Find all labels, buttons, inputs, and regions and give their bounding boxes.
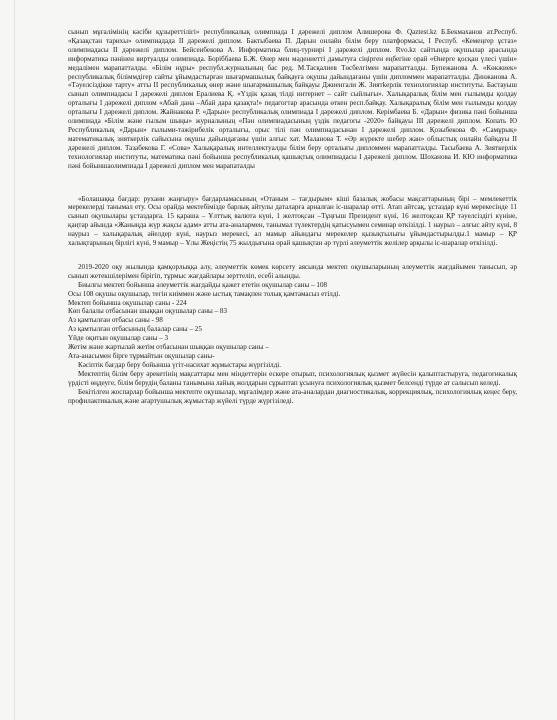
social-support-intro: 2019-2020 оқу жылында қамқорлыққа алу, әлеуметтік көмек көрсету аясында мектеп оқушыларының әлеуметтік жағдайымен танысып, әр сынып жетекшілерімен бірігіп, тұрмыс жағдайлары зерттеліп, есебі алынды. bbox=[68, 262, 517, 280]
scan-edge-shadow bbox=[14, 0, 15, 720]
awards-paragraph: сынып мұғалімінің кәсіби құзыреттілігі» республикалық олимпиада I дәрежелі диплом Алишерова Ф. Qaztest.kz Б.Бекмаханов ат.Респуб. «Қазақстан тарихы» олимпиадада II дәрежелі диплом. Бактыбаева П. Дарын онлайн білім беру платформасы, I Респуб. «Кемеңгер ұстаз» олимпиадасы II дәрежелі диплом. Бейсенбекова А. Информатика блиц-турнирі I дәрежелі диплом. Rvo.kz сайтында оқушылар арасында информатика пәнінен виртуалды олимпиада. Боріббаева Б.Ж. Өнер мен мәдениетті дамытуға сіңірген еңбегіне орай «Өнерге қосқан үлесі үшін» медалімен марапатталды. «Білім нұры» республ.журнальның бас ред. М.Тасқалиев Төсбелгімен марапатталды. Бупежанова А. «Көкжиек» республикалық біліммдігер сайты ұйымдастырған шығармашылық байқауға оқушы дайындағаны үшін дипломмен марапатталды. Динжанова А. «Тәуелсіздікке тарту» атты II республикалық өнер және шығармашылық байқауы Джиенгали Ж. Зиятkерлік технологиялар институты. Бастауыш сынып олимпиадасы I дәрежелі диплом Ералиева Қ. «Үздік қазақ тілді интернет – сайт сыйлығы». Халықаралық білім мен ғылымды қолдау орталығы I дәрежелі диплом «Абай дана –Абай дара қазақта!» педагогтар арасында өткен респ.байқау. Халықаралық білім мен ғылымды қолдау орталығы I дәрежелі диплом. Жайнакова Р. «Дарын» республикалық олимпиада I дәрежелі диплом. Керімбаева Б. «Дарын» физика пәні бойынша олимпиада «Білім және ғылым шыңы» журналының «Пән олимпиадасының үздік педагогы -2020» байқауы III дәрежелі диплом. Копать Ю Республикалық «Дарын» ғылыми-тәжірибелік орталығы, орыс тілі пән олимпиадасынан I дәрежелі диплом. Қозыбекова Ф. «Самұрық» математикалық зияткерлік сайысына оқушы дайындағаны үшін алғыс хат. Маланова Т. «Әр жүректе шебер жан» облыстық онлайн байқауы II дәрежелі диплом. Тазабекова Г. «Сова» Халықаралық интеллектуалды білім беру орталығы дипломмен марапатталды. Тасыбаева А. Зияткерлік технологиялар институты, математика пәні бойынша республикалық қашықтық олимпиадасы I дәрежелі диплом. Шоханова И. КЮ информатика пәні бойыншаолимпиада I дәрежелі диплом мен марапаталды bbox=[68, 28, 517, 170]
diagnostics-paragraph: Бекітілген жоспарлар бойынша мектепте оқушылар, мұғалімдер және ата-аналардан диагностикалық, коррекциялық, психологиялық кеңес беру, профилактикалық және ағартушылық жұмыстар жүйелі түрде жүргізіледі. bbox=[68, 387, 517, 405]
program-paragraph: «Болашаққа бағдар: рухани жаңғыру» бағдарламасының «Отаным – тағдырым» кіші базалық жобасы мақсаттарының бірі – мемлекеттік мерекелерді танымал ету. Осы орайда мектебімізде барлық айтулы даталарға арналған іс-шаралар өтті. Атап айтсақ, ұстаздар күні мерекесінде 11 сынып оқушылары ұстаздарға. 15 қараша – Ұлттық валюта күні, 1 желтоқсан –Тұңғыш Президент күні, 16 желтоқсан ҚР тәуелсіздігі күніне, қаңтар айында «Жаныңда жүр жақсы адам» атты ата-аналармен, танымал түлектердің қатысуымен семинар өткізілді. 1 наурыз – алғыс айту күні, 8 наурыз – халықаралық әйелдер күні, наурыз мерекесі, ал мамыр айындағы мерекелер қызықтылығы ұйымдастырылды.1 мамыр – ҚР халықтарының бірлігі күні, 9 мамыр – Ұлы Жеңістің 75 жылдығына орай қашықтан әр түрлі әлеуметтік желілер арқылы іс-шаралар өткізілді. bbox=[68, 194, 517, 248]
stat-line: Мектеп бойынша оқушылар саны - 224 bbox=[68, 298, 187, 307]
stat-line: Ата-анасымен бірге тұрмайтын оқушылар саны- bbox=[68, 352, 215, 360]
stat-line: Кәсіптік бағдар беру бойынша үгіт-насихат жұмыстары жүргізілді. bbox=[78, 360, 282, 369]
stat-line: Аз қамтылған отбасы саны - 98 bbox=[68, 316, 163, 325]
stat-line: Жетім және жартылай жетім отбасынан шыққан оқушылар саны – bbox=[68, 343, 269, 352]
stat-line: Биылғы мектеп бойынша әлеуметтік жағдайды қажет ететін оқушылар саны – 108 bbox=[78, 280, 328, 289]
stat-line: Үйде оқитын оқушылар саны – 3 bbox=[68, 334, 169, 343]
stat-line: Аз қамтылған отбасының балалар саны – 25 bbox=[68, 325, 202, 334]
psychology-paragraph: Мектептің білім беру әрекетінің мақсаттары мен міндеттерін ескере отырып, психологиялық қызмет жүйесін қалыптастыруға, педагогикалық үрдісті өңдеуге, білім берудің баланы танымына лайық жолдарын сұрыптап ұсынуға психологиялық қызмет белсенді түрде ат салысып келеді. bbox=[68, 369, 517, 387]
statistics-list bbox=[68, 281, 517, 370]
stat-line: Осы 108 оқушы оқушылар, тегін киіммен және ыстық тамақпен толық қамтамасыз етілді. bbox=[68, 289, 341, 298]
stat-line: Көп балалы отбасынан шыққан оқушылар саны – 83 bbox=[68, 307, 227, 316]
